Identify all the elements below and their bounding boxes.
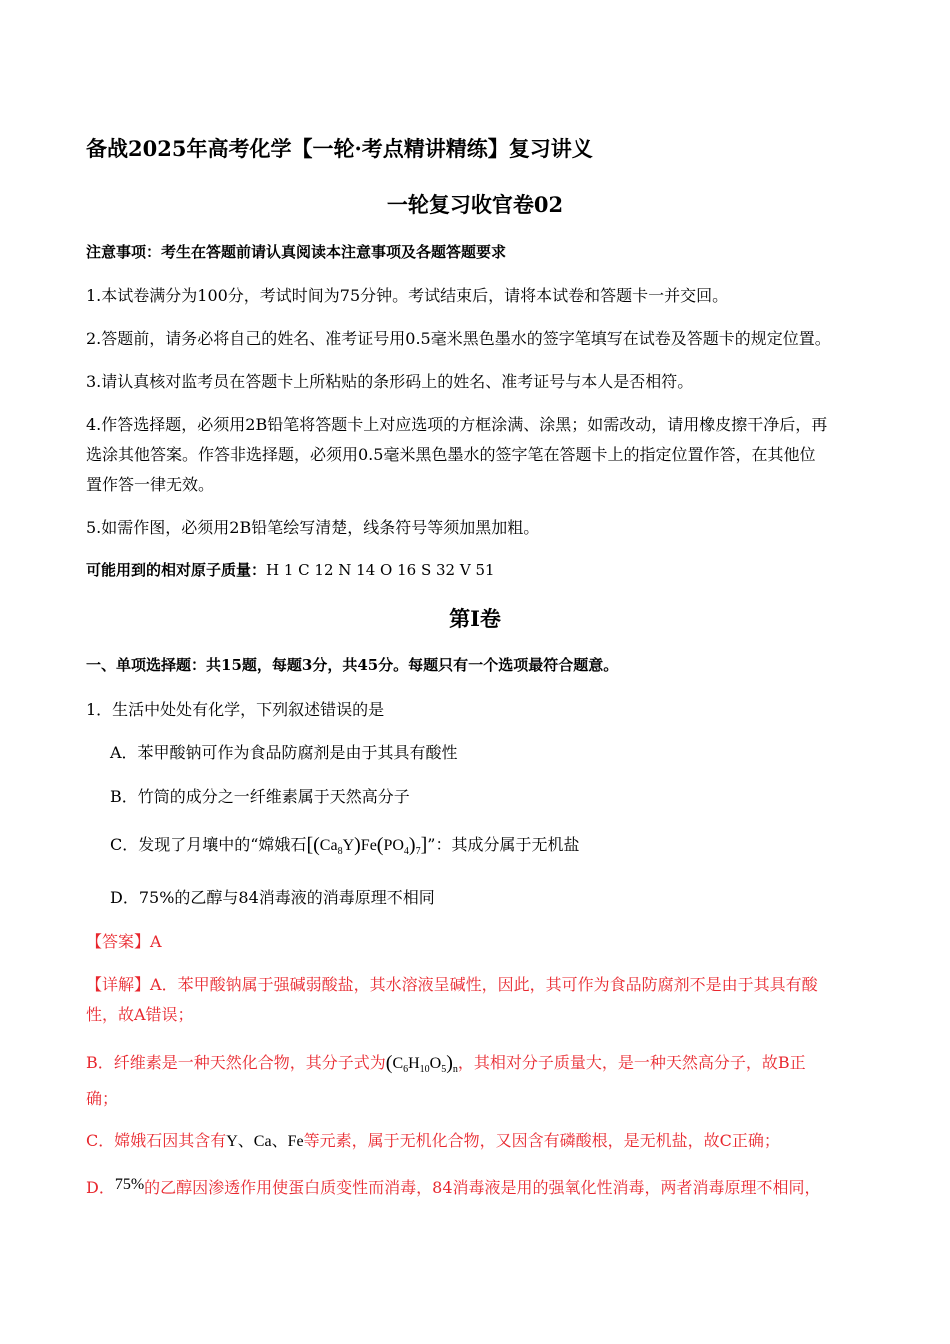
option-c-prefix: C．发现了月壤中的“嫦娥石 bbox=[110, 835, 307, 854]
notice-item-1: 1.本试卷满分为100分，考试时间为75分钟。考试结束后，请将本试卷和答题卡一并交回。 bbox=[86, 286, 729, 305]
detail-c-suffix: 等元素，属于无机化合物，又因含有磷酸根，是无机盐，故C正确； bbox=[303, 1131, 780, 1150]
atomic-mass-line bbox=[86, 559, 495, 580]
detail-d-percent: 75% bbox=[114, 1176, 145, 1193]
atomic-mass-values: H 1 C 12 N 14 O 16 S 32 V 51 bbox=[266, 561, 495, 579]
part-heading: 一、单项选择题：共15题，每题3分，共45分。每题只有一个选项最符合题意。 bbox=[86, 656, 619, 674]
option-c-suffix: ”：其成分属于无机盐 bbox=[427, 835, 580, 854]
notice-item-5: 5.如需作图，必须用2B铅笔绘写清楚，线条符号等须加黑加粗。 bbox=[86, 518, 540, 537]
notice-item-4-line2: 选涂其他答案。作答非选择题，必须用0.5毫米黑色墨水的签字笔在答题卡上的指定位置作答，在其他位 bbox=[86, 445, 816, 464]
answer-label: 【答案】A bbox=[86, 932, 162, 951]
question-1-option-c bbox=[110, 832, 579, 857]
question-1-stem: 1．生活中处处有化学，下列叙述错误的是 bbox=[86, 700, 385, 719]
notice-heading: 注意事项：考生在答题前请认真阅读本注意事项及各题答题要求 bbox=[86, 243, 507, 261]
detail-c-line bbox=[86, 1128, 780, 1151]
question-1-option-a: A．苯甲酸钠可作为食品防腐剂是由于其具有酸性 bbox=[110, 743, 458, 762]
notice-item-4-line1: 4.作答选择题，必须用2B铅笔将答题卡上对应选项的方框涂满、涂黑；如需改动，请用橡皮擦干净后，再 bbox=[86, 415, 828, 434]
volume-title: 第Ⅰ卷 bbox=[449, 606, 501, 631]
detail-c-prefix: C．嫦娥石因其含有 bbox=[86, 1131, 227, 1150]
detail-b-prefix: B．纤维素是一种天然化合物，其分子式为 bbox=[86, 1053, 386, 1072]
detail-d-line bbox=[86, 1175, 821, 1198]
detail-label: 【详解】 bbox=[86, 975, 151, 994]
detail-b-line1 bbox=[86, 1050, 806, 1075]
cellulose-formula: $(C_6H_{10}O_5)_n$ bbox=[385, 1052, 458, 1075]
notice-item-4-line3: 置作答一律无效。 bbox=[86, 475, 215, 494]
document-subtitle: 一轮复习收官卷02 bbox=[386, 192, 564, 217]
detail-a-line1 bbox=[86, 972, 818, 995]
detail-d-suffix: 的乙醇因渗透作用使蛋白质变性而消毒，84消毒液是用的强氧化性消毒，两者消毒原理不相同， bbox=[144, 1178, 821, 1197]
detail-d-prefix: D． bbox=[86, 1178, 115, 1197]
chang-e-stone-formula: $[(Ca_8Y)Fe(PO_4)_7]$ bbox=[306, 834, 428, 857]
notice-item-3: 3.请认真核对监考员在答题卡上所粘贴的条形码上的姓名、准考证号与本人是否相符。 bbox=[86, 372, 694, 391]
question-1-option-b: B．竹筒的成分之一纤维素属于天然高分子 bbox=[110, 787, 410, 806]
notice-item-2: 2.答题前，请务必将自己的姓名、准考证号用0.5毫米黑色墨水的签字笔填写在试卷及答题卡的规定位置。 bbox=[86, 329, 831, 348]
document-title: 备战2025年高考化学【一轮·考点精讲精练】复习讲义 bbox=[86, 136, 593, 161]
detail-a-line2: 性，故A错误； bbox=[86, 1005, 194, 1024]
detail-c-elements: Y、Ca、Fe bbox=[226, 1133, 304, 1150]
detail-b-line2: 确； bbox=[86, 1089, 119, 1108]
detail-a-text: A．苯甲酸钠属于强碱弱酸盐，其水溶液呈碱性，因此，其可作为食品防腐剂不是由于其具有酸 bbox=[150, 975, 818, 994]
atomic-mass-label: 可能用到的相对原子质量： bbox=[86, 561, 267, 579]
detail-b-suffix: ，其相对分子质量大，是一种天然高分子，故B正 bbox=[457, 1053, 806, 1072]
question-1-option-d: D．75%的乙醇与84消毒液的消毒原理不相同 bbox=[110, 888, 435, 907]
